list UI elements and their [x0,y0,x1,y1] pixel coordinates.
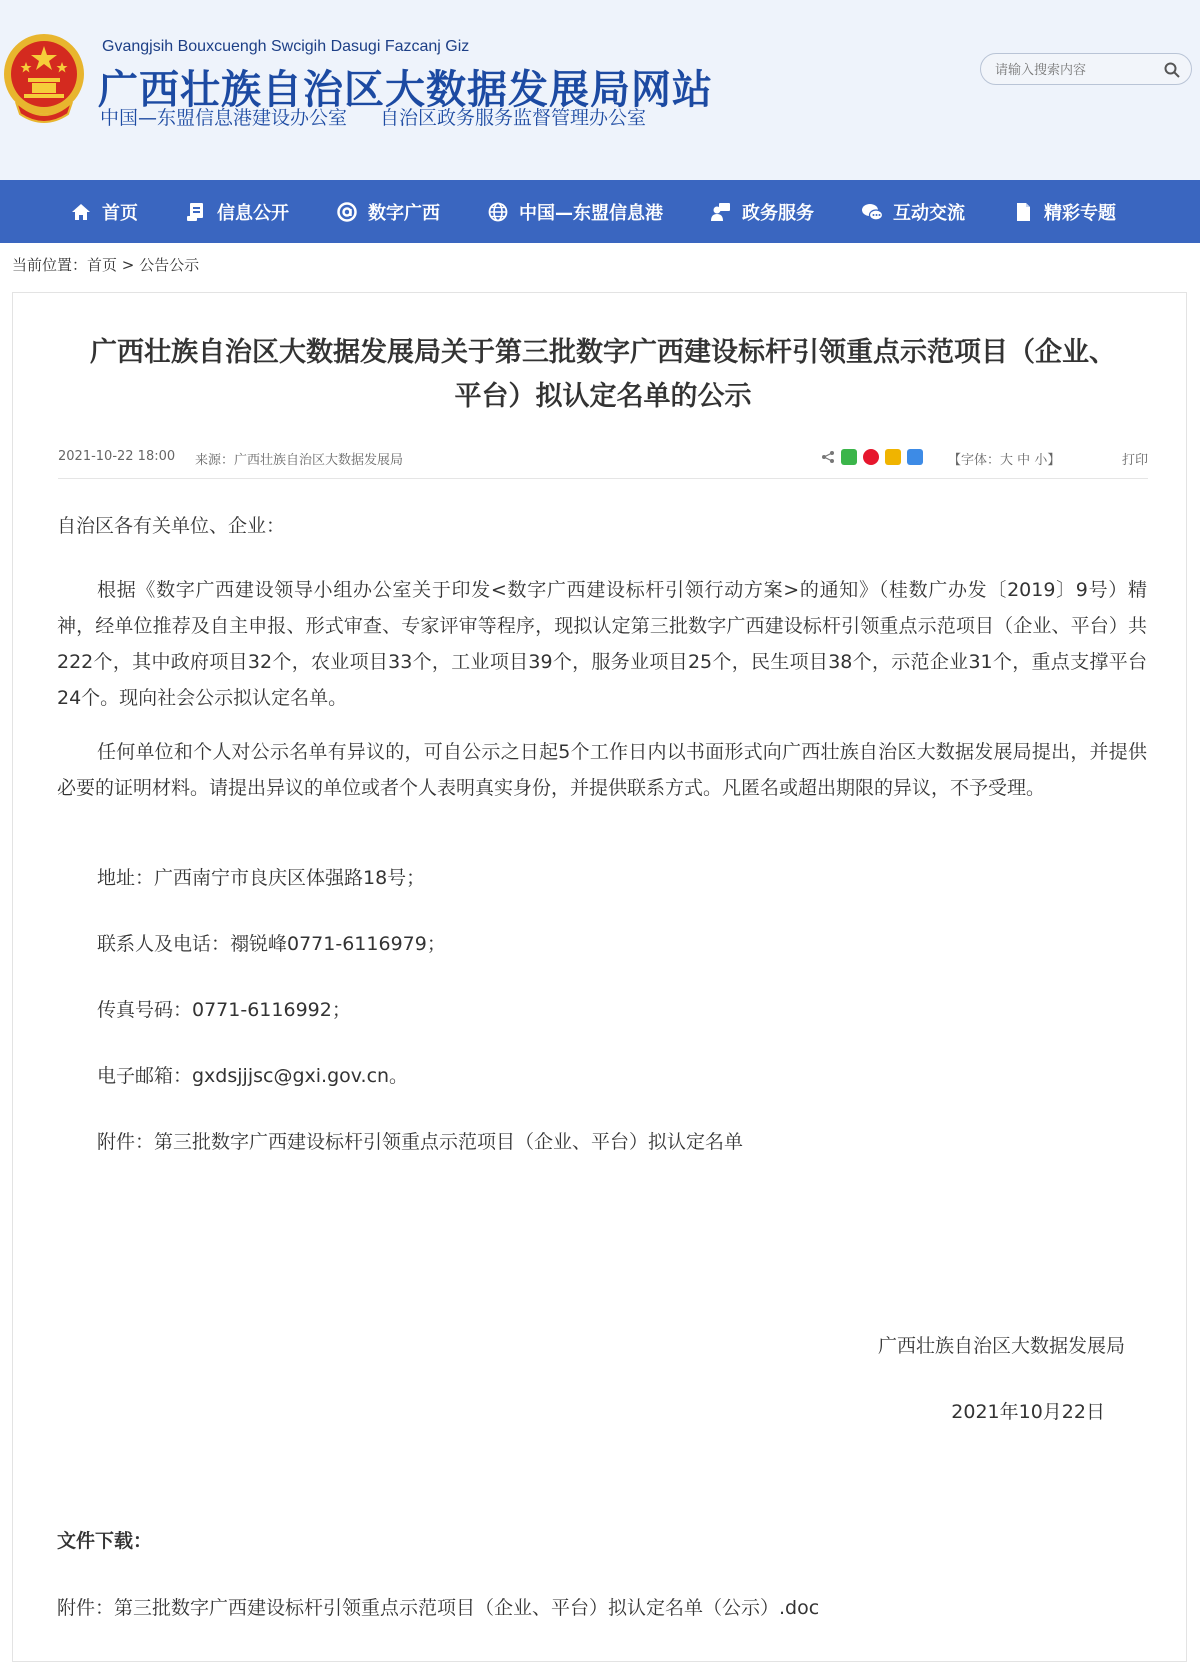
paragraph-objection: 任何单位和个人对公示名单有异议的，可自公示之日起5个工作日内以书面形式向广西壮族自治区大数据发展局提出，并提供必要的证明材料。请提出异议的单位或者个人表明真实身份，并提供联系方式。凡匿名或超出期限的异议，不予受理。 [57,741,1147,799]
article-title-line-1: 广西壮族自治区大数据发展局关于第三批数字广西建设标杆引领重点示范项目（企业、 [90,337,1116,368]
nav-item-special-topics[interactable] [1012,199,1116,225]
contact-email: 电子邮箱：gxdsjjjsc@gxi.gov.cn。 [97,1065,409,1087]
site-header [0,0,1200,180]
article-source: 来源：广西壮族自治区大数据发展局 [195,453,404,468]
breadcrumb-prefix: 当前位置： [12,256,88,274]
nav-item-label: 政务服务 [742,202,814,224]
nav-item-digital-guangxi[interactable] [336,199,440,225]
breadcrumb-current[interactable]: 公告公示 [139,256,200,274]
contact-address: 地址：广西南宁市良庆区体强路18号； [97,867,426,889]
main-navigation [0,180,1200,243]
attachment-note: 附件：第三批数字广西建设标杆引领重点示范项目（企业、平台）拟认定名单 [97,1131,744,1153]
nav-item-label: 精彩专题 [1044,202,1116,224]
nav-item-label: 数字广西 [368,202,440,224]
nav-item-label: 首页 [102,202,138,224]
font-size-small[interactable]: 小 [1034,453,1048,468]
search-input[interactable] [995,60,1155,80]
article-title [53,331,1153,419]
site-subtitle-1: 中国—东盟信息港建设办公室 [100,107,348,129]
search-box [980,53,1192,85]
site-subtitle-2: 自治区政务服务监督管理办公室 [380,107,647,129]
font-size-large[interactable]: 大 [1000,453,1014,468]
paragraph-basis: 根据《数字广西建设领导小组办公室关于印发<数字广西建设标杆引领行动方案>的通知》（桂数广办发〔2019〕9号）精神，经单位推荐及自主申报、形式审查、专家评审等程序，现拟认定第三批数字广西建设标杆引领重点示范项目（企业、平台）共222个，其中政府项目32个，农业项目33个，工业项目39个，服务业项目25个，民生项目38个，示范企业31个，重点支撑平台24个。现向社会公示拟认定名单。 [57,579,1147,709]
font-size-medium[interactable]: 中 [1017,453,1031,468]
wechat-share-icon[interactable] [841,449,857,465]
search-icon[interactable] [1163,61,1181,79]
chat-icon [861,201,883,223]
at-icon [336,201,358,223]
file-icon [1012,201,1034,223]
nav-item-label: 互动交流 [893,202,965,224]
document-icon [185,201,207,223]
greeting: 自治区各有关单位、企业： [57,515,286,537]
user-service-icon [710,201,732,223]
breadcrumb-home-link[interactable]: 首页 [87,256,118,274]
qzone-share-icon[interactable] [885,449,901,465]
site-title[interactable]: 广西壮族自治区大数据发展局网站 [98,66,713,113]
print-button[interactable]: 打印 [1121,453,1148,468]
contact-fax: 传真号码：0771-6116992； [97,999,351,1021]
nav-item-info-disclosure[interactable] [185,199,289,225]
nav-item-gov-services[interactable] [710,199,814,225]
signature-date: 2021年10月22日 [951,1401,1105,1423]
share-icon[interactable] [821,450,835,464]
share-bar [821,449,929,465]
font-size-selector [948,449,1060,468]
article-meta [58,449,1148,471]
signature: 广西壮族自治区大数据发展局 [877,1335,1125,1357]
globe-icon [487,201,509,223]
publish-date: 2021-10-22 18:00 [58,449,176,464]
attachment-download-link[interactable]: 附件：第三批数字广西建设标杆引领重点示范项目（企业、平台）拟认定名单（公示）.doc [57,1597,820,1619]
font-size-suffix: 】 [1047,453,1061,468]
font-size-prefix: 【字体： [948,453,1001,468]
breadcrumb-separator: > [117,256,140,274]
meta-divider [58,478,1148,479]
breadcrumb [12,254,199,275]
nav-item-home[interactable] [70,199,138,225]
nav-item-label: 中国—东盟信息港 [519,202,663,224]
site-pinyin-name: Gvangjsih Bouxcuengh Swcigih Dasugi Fazcanj Giz [102,38,470,55]
article-title-line-2: 平台）拟认定名单的公示 [454,381,752,412]
national-emblem-icon [2,32,86,124]
nav-item-label: 信息公开 [217,202,289,224]
qq-share-icon[interactable] [907,449,923,465]
weibo-share-icon[interactable] [863,449,879,465]
article-container [12,292,1187,1662]
nav-item-interaction[interactable] [861,199,965,225]
contact-person-phone: 联系人及电话：禤锐峰0771-6116979； [97,933,446,955]
home-icon [70,201,92,223]
file-download-title: 文件下载： [57,1530,153,1552]
nav-item-china-asean[interactable] [487,199,663,225]
